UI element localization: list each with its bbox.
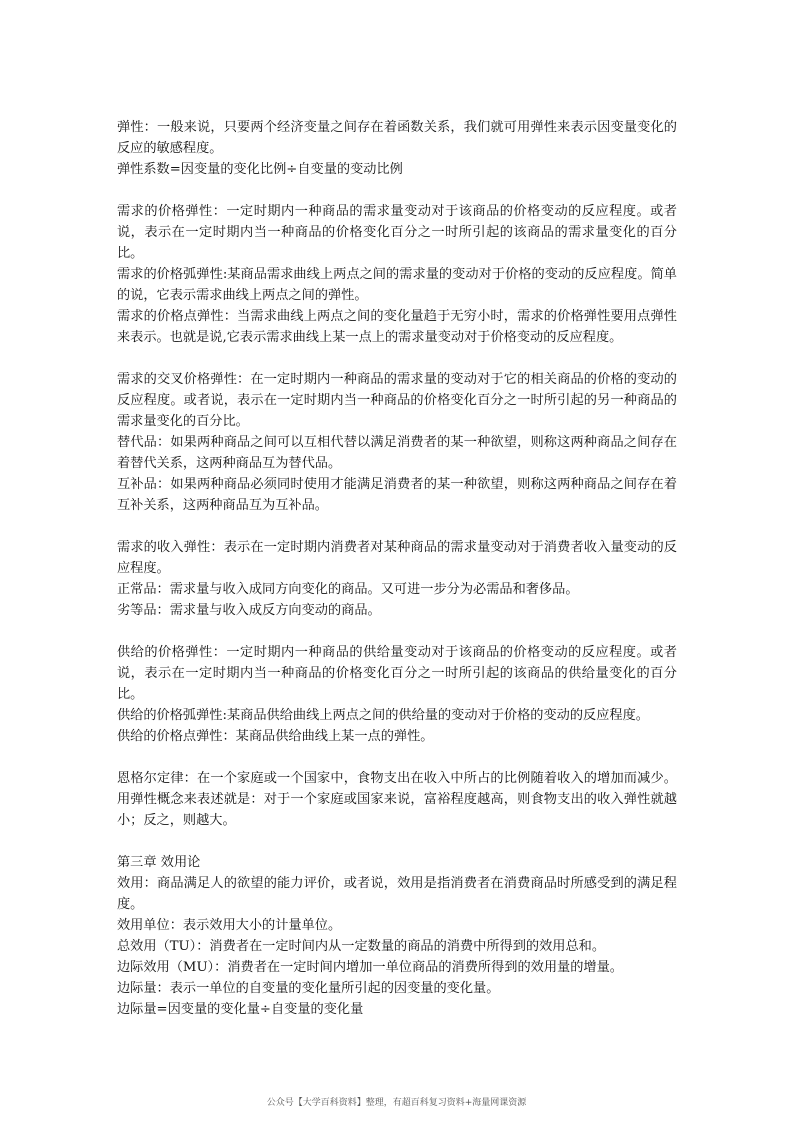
paragraph-spacer [117,747,677,768]
body-paragraph: 边际效用（MU）：消费者在一定时间内增加一单位商品的消费所得到的效用量的增量。 [117,960,623,975]
body-paragraph: 边际量=因变量的变化量÷自变量的变化量 [117,1002,364,1017]
body-paragraph: 替代品：如果两种商品之间可以互相代替以满足消费者的某一种欲望，则称这两种商品之间存在着替代关系，这两种商品互为替代品。 [117,435,677,471]
body-paragraph: 第三章 效用论 [117,855,201,870]
body-paragraph: 供给的价格点弹性：某商品供给曲线上某一点的弹性。 [117,729,434,744]
body-paragraph: 效用单位：表示效用大小的计量单位。 [117,918,342,933]
body-paragraph: 弹性系数=因变量的变化比例÷自变量的变动比例 [117,162,403,177]
body-paragraph: 需求的收入弹性：表示在一定时期内消费者对某种商品的需求量变动对于消费者收入量变动的反应程度。 [117,540,677,576]
body-paragraph: 互补品：如果两种商品必须同时使用才能满足消费者的某一种欲望，则称这两种商品之间存在着互补关系，这两种商品互为互补品。 [117,477,677,513]
body-paragraph: 边际量：表示一单位的自变量的变化量所引起的因变量的变化量。 [117,981,500,996]
paragraph-spacer [117,180,677,201]
body-paragraph: 供给的价格弹性：一定时期内一种商品的供给量变动对于该商品的价格变动的反应程度。或者说，表示在一定时期内当一种商品的价格变化百分之一时所引起的该商品的供给量变化的百分比。 [117,645,677,702]
body-paragraph: 需求的价格点弹性：当需求曲线上两点之间的变化量趋于无穷小时，需求的价格弹性要用点弹性来表示。也就是说,它表示需求曲线上某一点上的需求量变动对于价格变动的反应程度。 [117,309,677,345]
page-footer: 公众号【大学百科资料】整理，有超百科复习资料+海量网课资源 [266,1098,527,1108]
paragraph-spacer [117,831,677,852]
body-paragraph: 需求的价格弧弹性:某商品需求曲线上两点之间的需求量的变动对于价格的变动的反应程度。简单的说，它表示需求曲线上两点之间的弹性。 [117,267,677,303]
body-paragraph: 总效用（TU）：消费者在一定时间内从一定数量的商品的消费中所得到的效用总和。 [117,939,606,954]
body-paragraph: 劣等品：需求量与收入成反方向变动的商品。 [117,603,381,618]
body-paragraph: 恩格尔定律：在一个家庭或一个国家中，食物支出在收入中所占的比例随着收入的增加而减少。用弹性概念来表述就是：对于一个家庭或国家来说，富裕程度越高，则食物支出的收入弹性就越小；反之，则越大。 [117,771,677,828]
body-paragraph: 需求的价格弹性：一定时期内一种商品的需求量变动对于该商品的价格变动的反应程度。或者说，表示在一定时期内当一种商品的价格变化百分之一时所引起的该商品的需求量变化的百分比。 [117,204,677,261]
body-paragraph: 正常品：需求量与收入成同方向变化的商品。又可进一步分为必需品和奢侈品。 [117,582,579,597]
body-paragraph: 供给的价格弧弹性:某商品供给曲线上两点之间的供给量的变动对于价格的变动的反应程度。 [117,708,649,723]
paragraph-spacer [117,516,677,537]
paragraph-spacer [117,348,677,369]
body-paragraph: 效用：商品满足人的欲望的能力评价，或者说，效用是指消费者在消费商品时所感受到的满足程度。 [117,876,677,912]
body-paragraph: 弹性：一般来说，只要两个经济变量之间存在着函数关系，我们就可用弹性来表示因变量变化的反应的敏感程度。 [117,120,677,156]
document-body [117,117,677,1020]
paragraph-spacer [117,621,677,642]
body-paragraph: 需求的交叉价格弹性：在一定时期内一种商品的需求量的变动对于它的相关商品的价格的变动的反应程度。或者说，表示在一定时期内当一种商品的价格变化百分之一时所引起的另一种商品的需求量变化的百分比。 [117,372,677,429]
